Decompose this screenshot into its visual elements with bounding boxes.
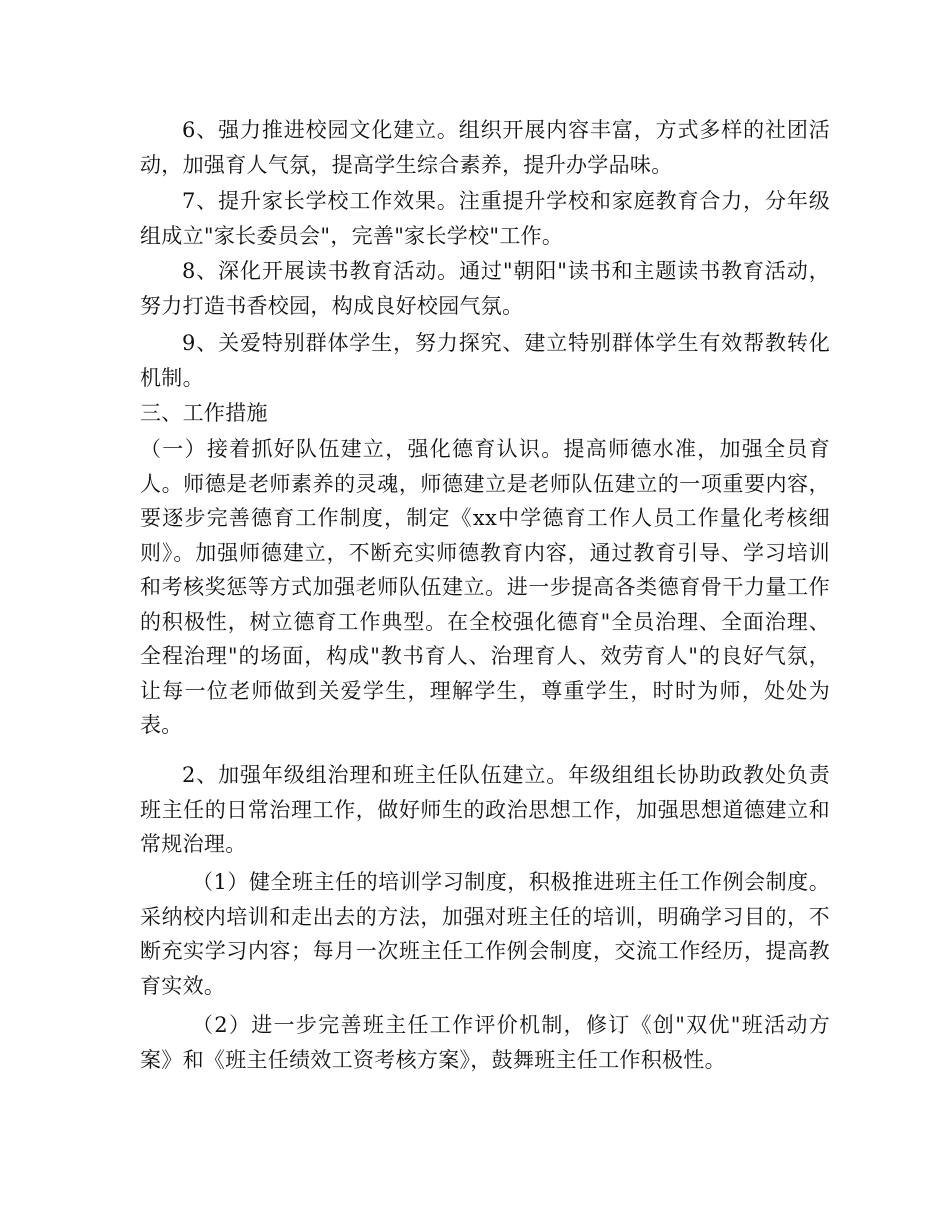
paragraph-item-6: 6、强力推进校园文化建立。组织开展内容丰富，方式多样的社团活动，加强育人气氛，提高学生综合素养，提升办学品味。	[140, 118, 830, 177]
section-heading: 三、工作措施	[140, 401, 268, 425]
paragraph-subitem-1: （1）健全班主任的培训学习制度，积极推进班主任工作例会制度。采纳校内培训和走出去的方法，加强对班主任的培训，明确学习目的，不断充实学习内容；每月一次班主任工作例会制度，交流工作经历，提高教育实效。	[140, 870, 830, 998]
paragraph-item-2: 2、加强年级组治理和班主任队伍建立。年级组组长协助政教处负责班主任的日常治理工作，做好师生的政治思想工作，加强思想道德建立和常规治理。	[140, 763, 830, 856]
paragraph-item-8: 8、深化开展读书教育活动。通过"朝阳"读书和主题读书教育活动，努力打造书香校园，构成良好校园气氛。	[140, 259, 830, 318]
paragraph-item-7: 7、提升家长学校工作效果。注重提升学校和家庭教育合力，分年级组成立"家长委员会"，完善"家长学校"工作。	[140, 189, 830, 248]
paragraph-item-9: 9、关爱特别群体学生，努力探究、建立特别群体学生有效帮教转化机制。	[140, 331, 830, 390]
paragraph-subitem-2: （2）进一步完善班主任工作评价机制，修订《创"双优"班活动方案》和《班主任绩效工资考核方案》，鼓舞班主任工作积极性。	[140, 1013, 830, 1072]
paragraph-section-1: （一）接着抓好队伍建立，强化德育认识。提高师德水准，加强全员育人。师德是老师素养的灵魂，师德建立是老师队伍建立的一项重要内容，要逐步完善德育工作制度，制定《xx中学德育工作人员工作量化考核细则》。加强师德建立，不断充实师德教育内容，通过教育引导、学习培训和考核奖惩等方式加强老师队伍建立。进一步提高各类德育骨干力量工作的积极性，树立德育工作典型。在全校强化德育"全员治理、全面治理、全程治理"的场面，构成"教书育人、治理育人、效劳育人"的良好气氛，让每一位老师做到关爱学生，理解学生，尊重学生，时时为师，处处为表。	[140, 437, 830, 737]
